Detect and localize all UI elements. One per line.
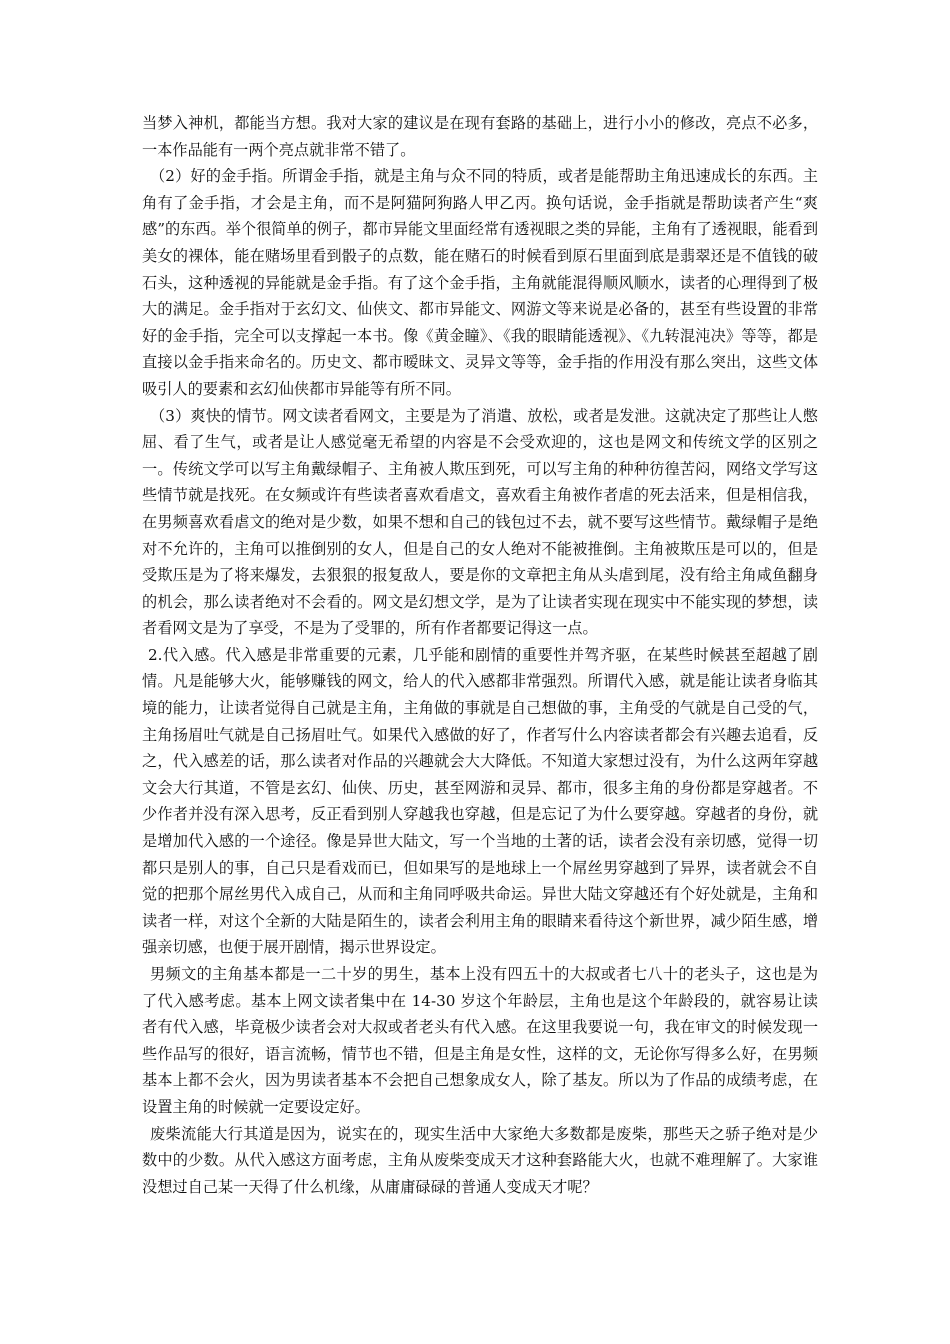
paragraph-golden-finger: （2）好的金手指。所谓金手指，就是主角与众不同的特质，或者是能帮助主角迅速成长的东西。主角有了金手指，才会是主角，而不是阿猫阿狗路人甲乙丙。换句话说，金手指就是帮助读者产生“爽感”的东西。举个很简单的例子，都市异能文里面经常有透视眼之类的异能，主角有了透视眼，能看到美女的裸体，能在赌场里看到骰子的点数，能在赌石的时候看到原石里面到底是翡翠还是不值钱的破石头，这种透视的异能就是金手指。有了这个金手指，主角就能混得顺风顺水，读者的心理得到了极大的满足。金手指对于玄幻文、仙侠文、都市异能文、网游文等来说是必备的，甚至有些设置的非常好的金手指，完全可以支撑起一本书。像《黄金瞳》、《我的眼睛能透视》、《九转混沌决》等等，都是直接以金手指来命名的。历史文、都市暧昧文、灵异文等等，金手指的作用没有那么突出，这些文体吸引人的要素和玄幻仙侠都市异能等有所不同。 [142, 167, 819, 398]
paragraph-continuation: 当梦入神机，都能当方想。我对大家的建议是在现有套路的基础上，进行小小的修改，亮点不必多，一本作品能有一两个亮点就非常不错了。 [142, 114, 818, 159]
paragraph-underdog-genre: 废柴流能大行其道是因为，说实在的，现实生活中大家绝大多数都是废柴，那些天之骄子绝对是少数中的少数。从代入感这方面考虑，主角从废柴变成天才这种套路能大火，也就不难理解了。大家谁没想过自己某一天得了什么机缘，从庸庸碌碌的普通人变成天才呢？ [142, 1124, 818, 1196]
paragraph-protagonist-age: 男频文的主角基本都是一二十岁的男生，基本上没有四五十的大叔或者七八十的老头子，这也是为了代入感考虑。基本上网文读者集中在 14-30 岁这个年龄层，主角也是这个年龄段的，就容易让读者有代入感，毕竟极少读者会对大叔或者老头有代入感。在这里我要说一句，我在审文的时候发现一些作品写的很好，语言流畅，情节也不错，但是主角是女性，这样的文，无论你写得多么好，在男频基本上都不会火，因为男读者基本不会把自己想象成女人，除了基友。所以为了作品的成绩考虑，在设置主角的时候就一定要设定好。 [142, 965, 818, 1116]
paragraph-immersion: 2.代入感。代入感是非常重要的元素，几乎能和剧情的重要性并驾齐驱，在某些时候甚至超越了剧情。凡是能够大火，能够赚钱的网文，给人的代入感都非常强烈。所谓代入感，就是能让读者身临其境的能力，让读者觉得自己就是主角，主角做的事就是自己想做的事，主角受的气就是自己受的气，主角扬眉吐气就是自己扬眉吐气。如果代入感做的好了，作者写什么内容读者都会有兴趣去追看，反之，代入感差的话，那么读者对作品的兴趣就会大大降低。不知道大家想过没有，为什么这两年穿越文会大行其道，不管是玄幻、仙侠、历史，甚至网游和灵异、都市，很多主角的身份都是穿越者。不少作者并没有深入思考，反正看到别人穿越我也穿越，但是忘记了为什么要穿越。穿越者的身份，就是增加代入感的一个途径。像是异世大陆文，写一个当地的土著的话，读者会没有亲切感，觉得一切都只是别人的事，自己只是看戏而已，但如果写的是地球上一个屌丝男穿越到了异界，读者就会不自觉的把那个屌丝男代入成自己，从而和主角同呼吸共命运。异世大陆文穿越还有个好处就是，主角和读者一样，对这个全新的大陆是陌生的，读者会利用主角的眼睛来看待这个新世界，减少陌生感，增强亲切感，也便于展开剧情，揭示世界设定。 [142, 645, 818, 957]
paragraph-satisfying-plot: （3）爽快的情节。网文读者看网文，主要是为了消遣、放松，或者是发泄。这就决定了那些让人憋屈、看了生气，或者是让人感觉毫无希望的内容是不会受欢迎的，这也是网文和传统文学的区别之一。传统文学可以写主角戴绿帽子、主角被人欺压到死，可以写主角的种种彷徨苦闷，网络文学写这些情节就是找死。在女频或许有些读者喜欢看虐文，喜欢看主角被作者虐的死去活来，但是相信我，在男频喜欢看虐文的绝对是少数，如果不想和自己的钱包过不去，就不要写这些情节。戴绿帽子是绝对不允许的，主角可以推倒别的女人，但是自己的女人绝对不能被推倒。主角被欺压是可以的，但是受欺压是为了将来爆发，去狠狠的报复敌人，要是你的文章把主角从头虐到尾，没有给主角咸鱼翻身的机会，那么读者绝对不会看的。网文是幻想文学，是为了让读者实现在现实中不能实现的梦想，读者看网文是为了享受，不是为了受罪的，所有作者都要记得这一点。 [142, 406, 818, 638]
document-body [142, 110, 818, 1200]
